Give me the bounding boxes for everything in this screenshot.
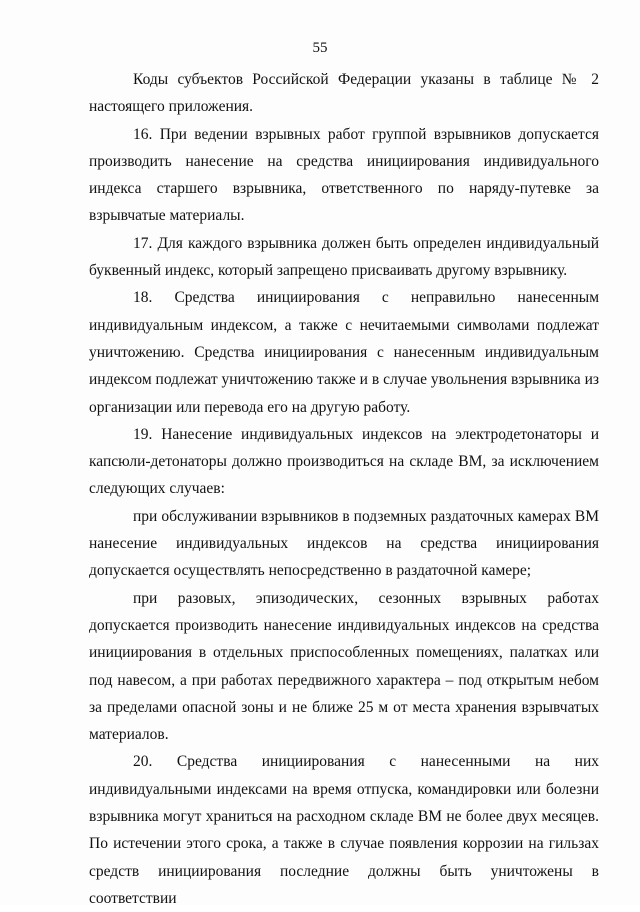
paragraph-16: 16. При ведении взрывных работ группой взрывников допускается производить нанесение на средства инициирования индивидуального индекса старшего взрывника, ответственного по наряду-путевке за взрывчатые материалы. xyxy=(89,125,599,225)
page-number: 55 xyxy=(312,40,328,56)
paragraph-region-codes-note: Коды субъектов Российской Федерации указаны в таблице № 2 настоящего приложения. xyxy=(89,71,599,116)
paragraph-19: 19. Нанесение индивидуальных индексов на электродетонаторы и капсюли-детонаторы должно производиться на складе ВМ, за исключением следующих случаев: xyxy=(89,425,599,498)
paragraph-18: 18. Средства инициирования с неправильно нанесенным индивидуальным индексом, а также с нечитаемыми символами подлежат уничтожению. Средства инициирования с нанесенным индивидуальным индексом подлежат уничтожению также и в случае увольнения взрывника из организации или перевода его на другую работу. xyxy=(89,289,599,416)
paragraph-19-case-underground: при обслуживании взрывников в подземных раздаточных камерах ВМ нанесение индивидуальных индексов на средства инициирования допускается осуществлять непосредственно в раздаточной камере; xyxy=(89,507,599,580)
paragraph-17: 17. Для каждого взрывника должен быть определен индивидуальный буквенный индекс, который запрещено присваивать другому взрывнику. xyxy=(89,234,599,280)
document-body xyxy=(89,66,599,912)
paragraph-20: 20. Средства инициирования с нанесенными на них индивидуальными индексами на время отпуска, командировки или болезни взрывника могут храниться на расходном складе ВМ не более двух месяцев. По истечении этого срока, а также в случае появления коррозии на гильзах средств инициирования последние должны быть уничтожены в соответствии xyxy=(89,753,599,907)
paragraph-19-case-occasional: при разовых, эпизодических, сезонных взрывных работах допускается производить нанесение индивидуальных индексов на средства инициирования в отдельных приспособленных помещениях, палатках или под навесом, а при работах передвижного характера – под открытым небом за пределами опасной зоны и не ближе 25 м от места хранения взрывчатых материалов. xyxy=(89,589,599,744)
